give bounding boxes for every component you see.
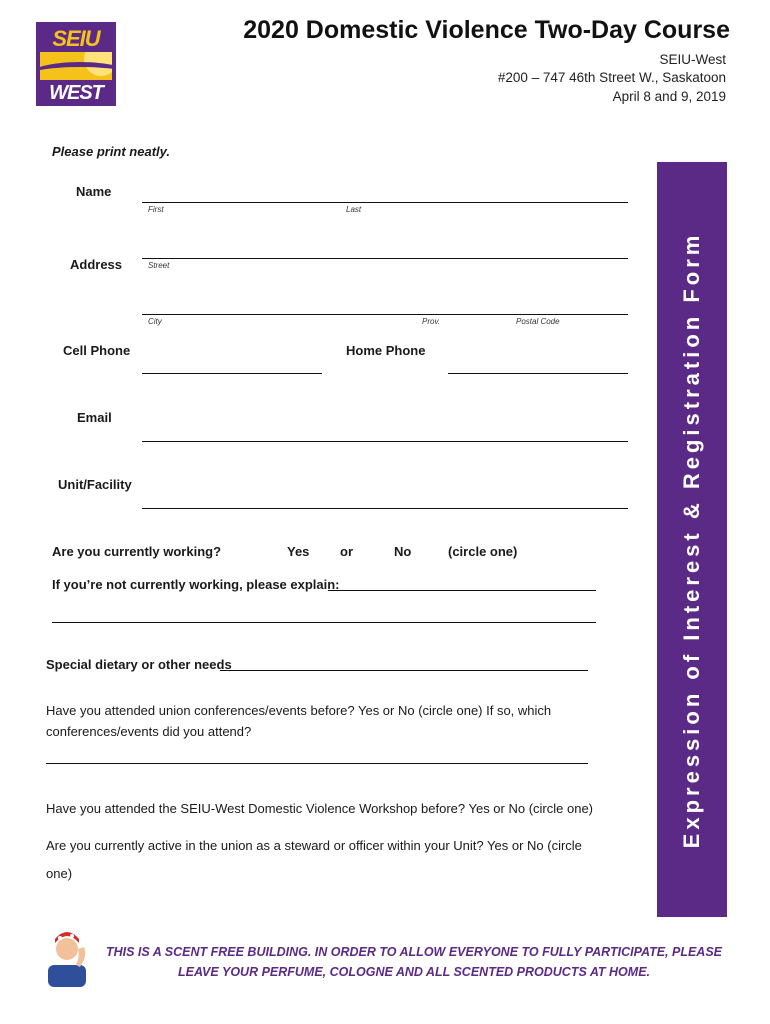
circle-one-hint: (circle one): [448, 544, 518, 559]
last-name-hint: Last: [346, 205, 362, 214]
prov-hint: Prov.: [422, 317, 441, 326]
unit-facility-label: Unit/Facility: [58, 477, 132, 492]
street-hint: Street: [148, 261, 170, 270]
dietary-underline: [220, 670, 588, 671]
org-address: #200 – 747 46th Street W., Saskatoon: [497, 70, 726, 85]
sidebar-title: Expression of Interest & Registration Form: [679, 231, 704, 849]
email-field[interactable]: [142, 421, 632, 443]
course-dates: April 8 and 9, 2019: [612, 89, 726, 104]
conferences-question-line1: Have you attended union conferences/events before? Yes or No (circle one) If so, which: [46, 703, 552, 718]
working-no-option[interactable]: No: [394, 544, 412, 559]
page-title: 2020 Domestic Violence Two-Day Course: [243, 16, 730, 44]
scent-free-notice-line1: THIS IS A SCENT FREE BUILDING. IN ORDER TO ALLOW EVERYONE TO FULLY PARTICIPATE, PLEASE: [105, 945, 723, 959]
name-field[interactable]: [142, 182, 632, 204]
street-field[interactable]: [142, 238, 632, 260]
cell-phone-underline: [142, 373, 322, 374]
scent-free-notice-line2: LEAVE YOUR PERFUME, COLOGNE AND ALL SCENTED PRODUCTS AT HOME.: [177, 965, 650, 979]
active-union-question-line2: one): [46, 866, 73, 881]
rosie-riveter-icon: [44, 925, 90, 987]
scent-free-notice: [104, 942, 724, 982]
cell-phone-label: Cell Phone: [63, 343, 131, 358]
city-prov-postal-field[interactable]: [142, 294, 632, 316]
org-name: SEIU-West: [659, 52, 726, 67]
working-yes-option[interactable]: Yes: [287, 544, 310, 559]
home-phone-label: Home Phone: [346, 343, 426, 358]
form-title-sidebar: [657, 162, 727, 917]
name-underline: [142, 202, 628, 203]
logo-sunrise-graphic: [40, 52, 112, 80]
city-underline: [142, 314, 628, 315]
not-working-question: If you’re not currently working, please explain:: [52, 577, 340, 592]
first-name-hint: First: [148, 205, 164, 214]
address-label: Address: [70, 257, 123, 272]
not-working-underline-1: [328, 590, 596, 591]
conferences-underline: [46, 763, 588, 764]
not-working-underline-2: [52, 622, 596, 623]
unit-facility-field[interactable]: [142, 488, 632, 510]
home-phone-underline: [448, 373, 628, 374]
email-underline: [142, 441, 628, 442]
seiu-west-logo: [36, 22, 116, 106]
dietary-question: Special dietary or other needs: [46, 657, 232, 672]
city-hint: City: [148, 317, 162, 326]
working-question: Are you currently working?: [52, 544, 222, 559]
conferences-question-line2: conferences/events did you attend?: [46, 724, 252, 739]
logo-text-bottom: WEST: [49, 82, 103, 104]
cell-phone-field[interactable]: [142, 353, 326, 375]
unit-facility-underline: [142, 508, 628, 509]
logo-text-top: SEIU: [52, 26, 100, 51]
email-label: Email: [77, 410, 112, 425]
active-union-question-line1: Are you currently active in the union as a steward or officer within your Unit? Yes or No (circle: [46, 838, 582, 853]
home-phone-field[interactable]: [448, 353, 632, 375]
street-underline: [142, 258, 628, 259]
name-label: Name: [76, 184, 112, 199]
working-or-text: or: [340, 544, 353, 559]
postal-code-hint: Postal Code: [516, 317, 560, 326]
print-neatly-note: Please print neatly.: [52, 144, 171, 159]
workshop-question: Have you attended the SEIU-West Domestic Violence Workshop before? Yes or No (circle one): [46, 801, 594, 816]
